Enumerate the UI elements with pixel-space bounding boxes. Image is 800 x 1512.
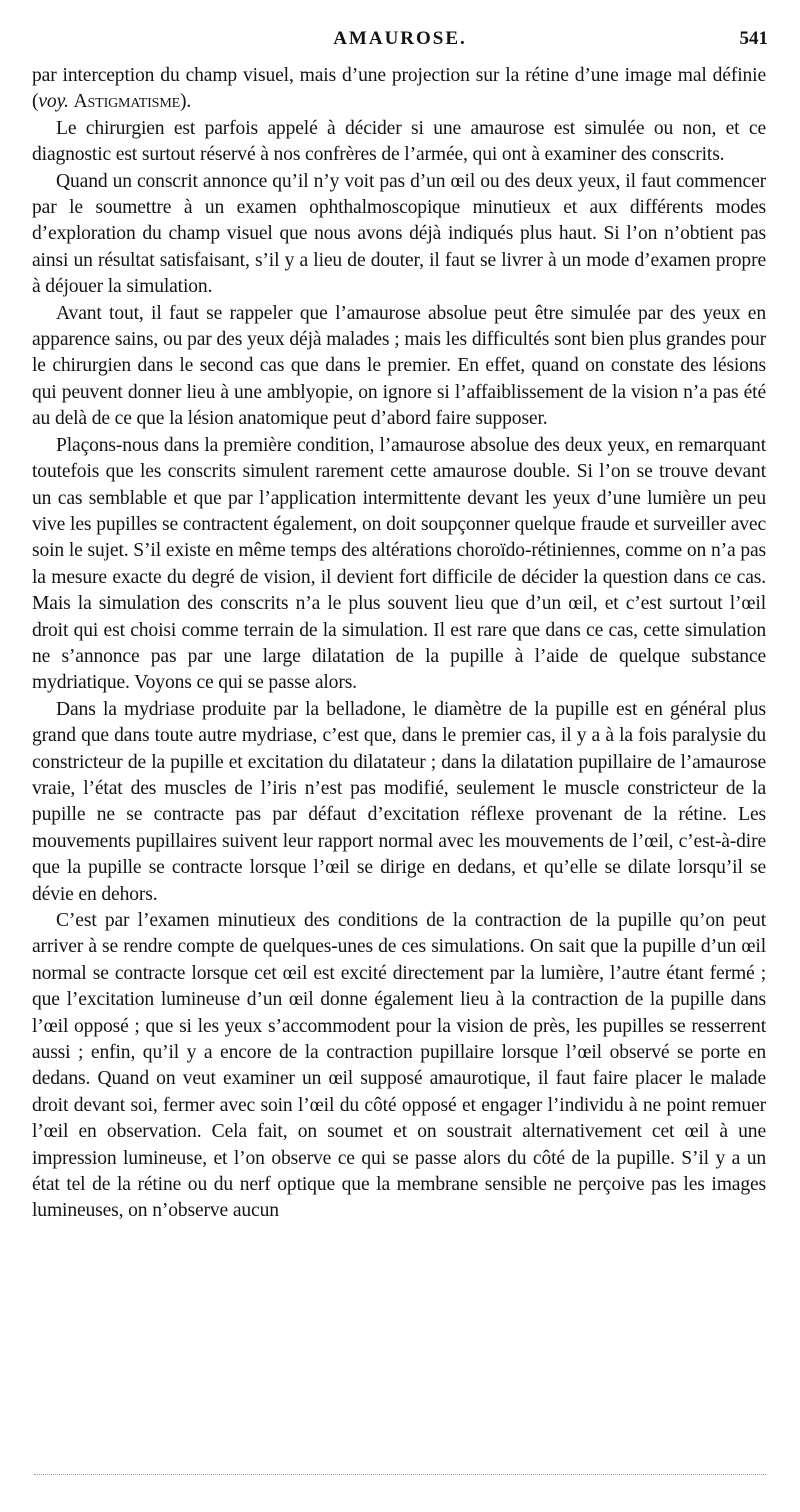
paragraph <box>32 433 766 697</box>
paragraph <box>32 169 766 301</box>
text-run: Dans la mydriase produite par la belladone, le diamètre de la pupille est en général plus grand que dans toute autre mydriase, c’est que, dans le premier cas, il y a à la fois paralysie du constricteur de la pupille et excitation du dilatateur ; dans la dilatation pupillaire de l’amaurose vraie, l’état des muscles de l’iris n’est pas modifié, seulement le muscle constricteur de la pupille ne se contracte pas par défaut d’excitation réflexe provenant de la rétine. Les mouvements pupillaires suivent leur rapport normal avec les mouvements de l’œil, c’est-à-dire que la pupille se contracte lorsque l’œil se dirige en dedans, et qu’elle se dilate lorsqu’il se dévie en dehors. <box>32 698 766 905</box>
text-run: Quand un conscrit annonce qu’il n’y voit pas d’un œil ou des deux yeux, il faut commencer par le soumettre à un examen ophthalmoscopique minutieux et aux différents modes d’exploration du champ visuel que nous avons déjà indiqués plus haut. Si l’on n’obtient pas ainsi un résultat satisfaisant, s’il y a lieu de douter, il faut se livrer à un mode d’examen propre à déjouer la simulation. <box>32 170 766 298</box>
text-run: Avant tout, il faut se rappeler que l’amaurose absolue peut être simulée par des yeux en apparence sains, ou par des yeux déjà malades ; mais les difficultés sont bien plus grandes pour le chirurgien dans le second cas que dans le premier. En effet, quand on constate des lésions qui peuvent donner lieu à une amblyopie, on ignore si l’affaiblissement de la vision n’a pas été au delà de ce que la lésion anatomique peut d’abord faire supposer. <box>32 302 766 430</box>
text-run: par interception du champ visuel, mais d’une projection sur la rétine d’une image mal définie ( <box>32 65 766 113</box>
text-run: C’est par l’examen minutieux des conditions de la contraction de la pupille qu’on peut arriver à se rendre compte de quelques-unes de ces simulations. On sait que la pupille d’un œil normal se contracte lorsque cet œil est excité directement par la lumière, l’autre étant fermé ; que l’excitation lumineuse d’un œil donne également lieu à la contraction de la pupille dans l’œil opposé ; que si les yeux s’accommodent pour la vision de près, les pupilles se resserrent aussi ; enfin, qu’il y a encore de la contraction pupillaire lorsque l’œil observé se porte en dedans. Quand on veut examiner un œil supposé amaurotique, il faut faire placer le malade droit devant soi, fermer avec soin l’œil du côté opposé et engager l’individu à ne point remuer l’œil en observation. Cela fait, on soumet et on soustrait alternativement cet œil à une impression lumineuse, et l’on observe ce qui se passe alors du côté de la pupille. S’il y a un état tel de la rétine ou du nerf optique que la membrane sensible ne perçoive pas les images lumineuses, on n’observe aucun <box>32 910 766 1222</box>
italic-abbreviation: voy. <box>38 91 69 113</box>
cross-reference: Astigmatisme <box>73 91 181 113</box>
page-number: 541 <box>739 28 768 49</box>
running-title: AMAUROSE. <box>333 28 467 49</box>
running-head <box>32 28 768 54</box>
faint-bleedthrough-line <box>34 1474 766 1475</box>
paragraph <box>32 908 766 1225</box>
paragraph <box>32 301 766 433</box>
text-run: Le chirurgien est parfois appelé à décider si une amaurose est simulée ou non, et ce diagnostic est surtout réservé à nos confrères de l’armée, qui ont à examiner des conscrits. <box>32 117 766 166</box>
text-run: ). <box>180 91 192 113</box>
paragraph <box>32 697 766 908</box>
text-run: Plaçons-nous dans la première condition, l’amaurose absolue des deux yeux, en remarquant toutefois que les conscrits simulent rarement cette amaurose double. Si l’on se trouve devant un cas semblable et que par l’application intermittente devant les yeux d’une lumière un peu vive les pupilles se contractent également, on doit soupçonner quelque fraude et surveiller avec soin le sujet. S’il existe en même temps des altérations choroïdo-rétiniennes, comme on n’a pas la mesure exacte du degré de vision, il devient fort difficile de décider la question dans ce cas. Mais la simulation des conscrits n’a le plus souvent lieu que d’un œil, et c’est surtout l’œil droit qui est choisi comme terrain de la simulation. Il est rare que dans ce cas, cette simulation ne s’annonce pas par une large dilatation de la pupille à l’aide de quelque substance mydriatique. Voyons ce qui se passe alors. <box>32 434 766 694</box>
paragraph <box>32 116 766 169</box>
paragraph <box>32 63 766 116</box>
body-text <box>32 63 766 1225</box>
